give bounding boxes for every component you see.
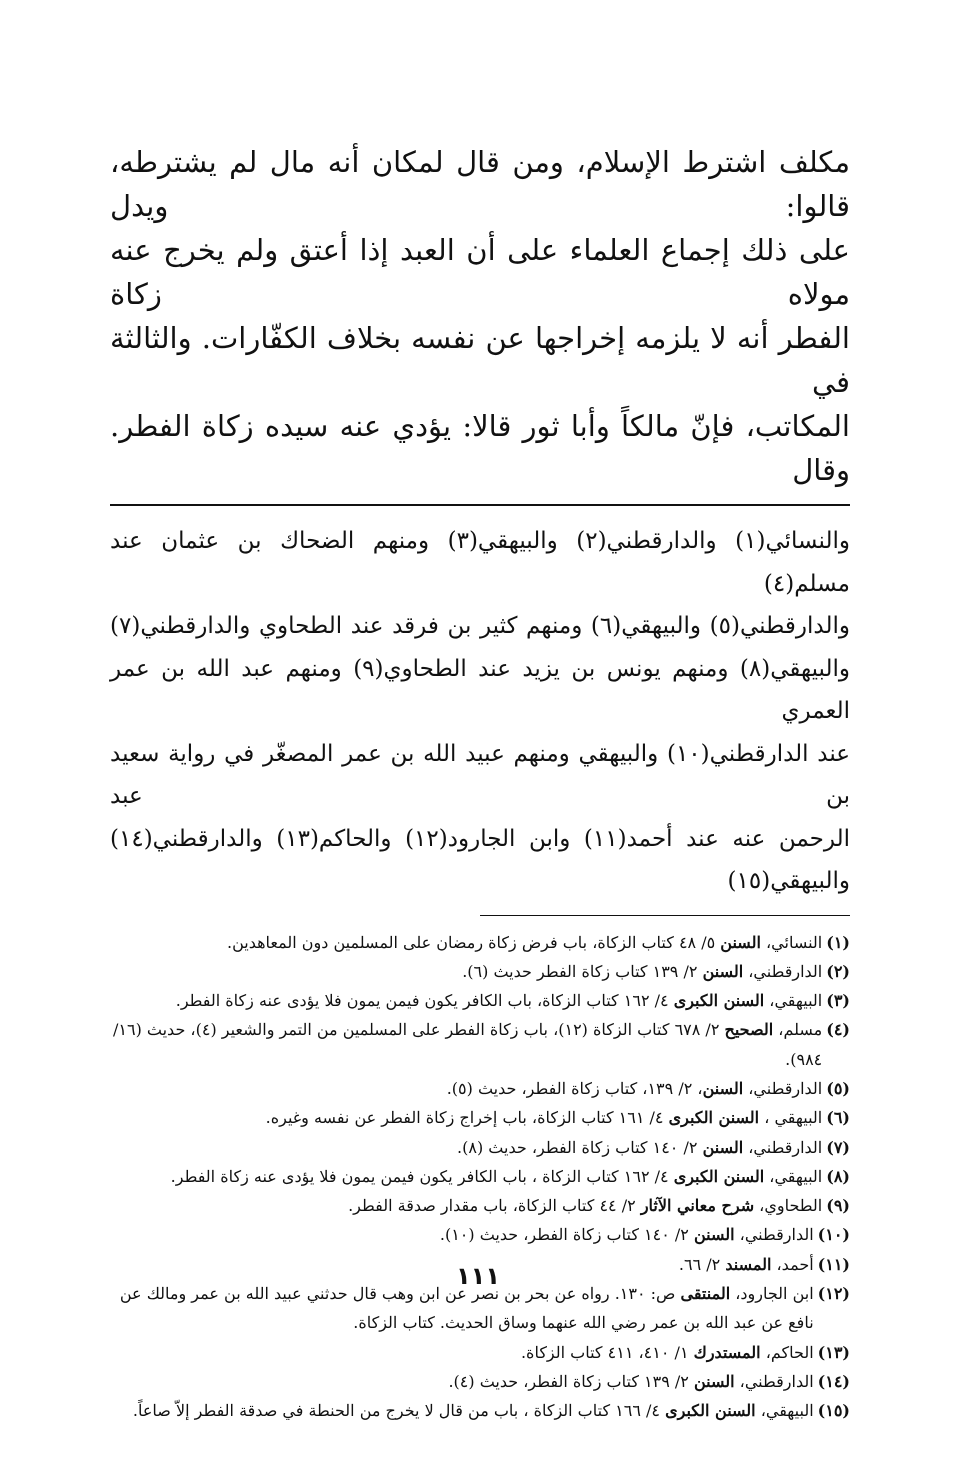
main-line: الفطر أنه لا يلزمه إخراجها عن نفسه بخلاف الكفّارات. والثالثة في — [110, 321, 850, 399]
footnote-reference: ٢/ ٤٤ كتاب الزكاة، باب مقدار صدقة الفطر. — [348, 1196, 641, 1216]
main-line: المكاتب، فإنّ مالكاً وأبا ثور قالا: يؤدي عنه سيده زكاة الفطر. وقال — [110, 409, 850, 487]
narrators-line: والنسائي(١) والدارقطني(٢) والبيهقي(٣) ومنهم الضحاك بن عثمان عند مسلم(٤) — [110, 528, 850, 597]
footnote-reference: ٢/ ١٤٠ كتاب زكاة الفطر، حديث (٨). — [457, 1137, 703, 1157]
footnote-reference: ، ٢/ ١٣٩، كتاب زكاة الفطر، حديث (٥). — [446, 1078, 703, 1098]
footnote-15 — [110, 1396, 850, 1425]
footnote-10 — [110, 1220, 850, 1249]
footnote-book-title: شرح معاني الآثار — [640, 1196, 755, 1216]
footnote-4 — [110, 1015, 850, 1074]
main-line: على ذلك إجماع العلماء على أن العبد إذا أعتق ولم يخرج عنه مولاه زكاة — [110, 233, 850, 311]
footnote-book-title: السنن — [702, 1078, 744, 1098]
footnote-book-title: السنن — [693, 1225, 735, 1245]
footnote-author: ابن الجارود، — [730, 1284, 814, 1304]
footnote-author: مسلم، — [773, 1020, 823, 1040]
footnote-number: (١٣) — [817, 1342, 850, 1362]
footnote-number: (٥) — [826, 1078, 850, 1098]
footnote-number: (٧) — [826, 1137, 850, 1157]
footnote-reference: ٤/ ١٦٦ كتاب الزكاة ، باب من قال لا يخرج من الحنطة في صدقة الفطر إلاّ صاعاً. — [132, 1401, 666, 1421]
footnote-author: الدارقطني، — [743, 1078, 823, 1098]
book-page — [110, 140, 850, 1426]
footnote-reference: ٢/ ٦٧٨ كتاب الزكاة (١٢)، باب زكاة الفطر على المسلمين من التمر والشعير (٤)، حديث (١٦/ ٩٨٤). — [112, 1020, 823, 1069]
footnote-author: الطحاوي، — [754, 1196, 823, 1216]
footnote-author: الدارقطني، — [734, 1225, 814, 1245]
footnote-reference: ٤/ ١٦١ كتاب الزكاة، باب إخراج زكاة الفطر عن نفسه وغيره. — [265, 1108, 669, 1128]
footnote-book-title: السنن — [693, 1371, 735, 1391]
footnote-author: البيهقي ، — [759, 1108, 823, 1128]
narrators-line: عند الدارقطني(١٠) والبيهقي ومنهم عبيد الله بن عمر المصغّر في رواية سعيد بن عبد — [110, 740, 850, 809]
narrators-line: والبيهقي(٨) ومنهم يونس بن يزيد عند الطحاوي(٩) ومنهم عبد الله بن عمر العمري — [110, 655, 850, 724]
footnote-7 — [110, 1133, 850, 1162]
footnote-author: الدارقطني، — [743, 961, 823, 981]
footnote-reference: ٥/ ٤٨ كتاب الزكاة، باب فرض زكاة رمضان على المسلمين دون المعاهدين. — [227, 932, 721, 952]
footnote-3 — [110, 986, 850, 1015]
footnote-author: البيهقي، — [755, 1401, 814, 1421]
footnote-2 — [110, 957, 850, 986]
footnote-reference: ٢/ ٦٦. — [678, 1254, 726, 1274]
footnote-book-title: المسند — [725, 1254, 772, 1274]
footnote-6 — [110, 1103, 850, 1132]
footnote-author: النسائي، — [760, 932, 823, 952]
narrators-text — [110, 520, 850, 903]
footnote-book-title: السنن — [720, 932, 761, 952]
page-number: ١١١ — [456, 1262, 500, 1290]
main-text — [110, 140, 850, 492]
footnote-number: (٩) — [826, 1196, 850, 1216]
footnote-book-title: الصحيح — [724, 1020, 774, 1040]
footnote-number: (٣) — [826, 991, 850, 1011]
footnote-reference: ٤/ ١٦٢ كتاب الزكاة ، باب الكافر يكون فيمن يمون فلا يؤدى عنه زكاة الفطر. — [170, 1166, 674, 1186]
footnote-author: الحاكم، — [760, 1342, 814, 1362]
footnote-number: (١١) — [817, 1254, 850, 1274]
footnote-number: (١٠) — [817, 1225, 850, 1245]
footnote-number: (٢) — [826, 961, 850, 981]
footnote-author: البيهقي، — [764, 1166, 823, 1186]
footnote-book-title: السنن الكبرى — [673, 1166, 765, 1186]
footnote-reference: ص: ١٣٠. رواه عن بحر بن نصر عن ابن وهب قال حدثني عبيد الله بن عمر ومالك عن نافع عن عبد الله بن عمر رضي الله عنهما وساق الحديث. كتاب الزكاة. — [119, 1284, 814, 1333]
footnote-author: البيهقي، — [764, 991, 823, 1011]
footnote-number: (١) — [826, 932, 850, 952]
footnote-number: (١٥) — [817, 1401, 850, 1421]
narrators-line: والدارقطني(٥) والبيهقي(٦) ومنهم كثير بن فرقد عند الطحاوي والدارقطني(٧) — [110, 613, 850, 639]
footnote-book-title: السنن الكبرى — [673, 991, 765, 1011]
main-line: مكلف اشترط الإسلام، ومن قال لمكان أنه مال لم يشترطه، قالوا: ويدل — [110, 145, 850, 223]
footnote-number: (٨) — [826, 1166, 850, 1186]
footnote-5 — [110, 1074, 850, 1103]
footnote-14 — [110, 1367, 850, 1396]
footnote-13 — [110, 1338, 850, 1367]
footnote-book-title: المستدرك — [693, 1342, 761, 1362]
footnote-reference: ١/ ٤١٠، ٤١١ كتاب الزكاة. — [520, 1342, 694, 1362]
footnotes-divider — [480, 915, 850, 916]
footnote-book-title: السنن — [702, 961, 744, 981]
footnote-9 — [110, 1191, 850, 1220]
footnote-reference: ٢/ ١٤٠ كتاب زكاة الفطر، حديث (١٠). — [439, 1225, 694, 1245]
footnote-number: (١٢) — [817, 1284, 850, 1304]
footnote-number: (٤) — [826, 1020, 850, 1040]
footnote-book-title: السنن الكبرى — [665, 1401, 756, 1421]
footnote-reference: ٤/ ١٦٢ كتاب الزكاة، باب الكافر يكون فيمن يمون فلا يؤدى عنه زكاة الفطر. — [175, 991, 674, 1011]
footnote-book-title: المنتقى — [680, 1284, 731, 1304]
footnote-book-title: السنن الكبرى — [668, 1108, 760, 1128]
footnote-author: أحمد، — [771, 1254, 814, 1274]
footnotes — [110, 928, 850, 1426]
section-divider — [110, 504, 850, 506]
narrators-line: الرحمن عنه عند أحمد(١١) وابن الجارود(١٢) والحاكم(١٣) والدارقطني(١٤) والبيهقي(١٥) — [110, 825, 850, 894]
footnote-number: (٦) — [826, 1108, 850, 1128]
footnote-8 — [110, 1162, 850, 1191]
footnote-book-title: السنن — [702, 1137, 744, 1157]
footnote-1 — [110, 928, 850, 957]
footnote-reference: ٢/ ١٣٩ كتاب زكاة الفطر، حديث (٤). — [448, 1371, 694, 1391]
footnote-reference: ٢/ ١٣٩ كتاب زكاة الفطر حديث (٦). — [462, 961, 703, 981]
footnote-author: الدارقطني، — [743, 1137, 823, 1157]
footnote-number: (١٤) — [817, 1371, 850, 1391]
footnote-author: الدارقطني، — [734, 1371, 814, 1391]
